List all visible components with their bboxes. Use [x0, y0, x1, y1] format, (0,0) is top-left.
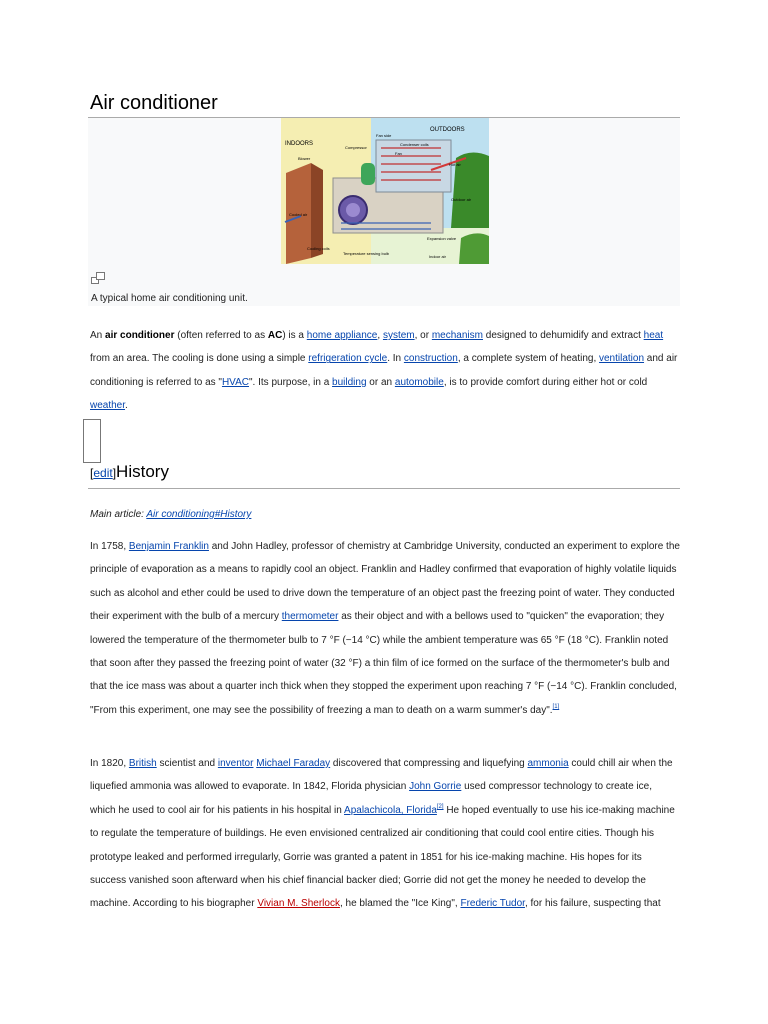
link-vivian-sherlock[interactable]: Vivian M. Sherlock [257, 898, 340, 910]
figure-label: Expansion valve [427, 236, 457, 241]
history-heading: [edit]History [90, 462, 169, 481]
link-building[interactable]: building [332, 376, 367, 388]
link-apalachicola[interactable]: Apalachicola, Florida [344, 804, 437, 816]
figure-label: Cooled air [289, 212, 308, 217]
link-main-article[interactable]: Air conditioning#History [146, 509, 252, 520]
link-ventilation[interactable]: ventilation [599, 353, 645, 365]
edit-link[interactable]: edit [93, 466, 113, 480]
figure-label: Fan [395, 151, 402, 156]
link-ammonia[interactable]: ammonia [527, 758, 569, 769]
link-british[interactable]: British [128, 758, 157, 769]
link-frederic-tudor[interactable]: Frederic Tudor [460, 898, 525, 910]
history-paragraph-2: In 1820, British scientist and inventor Michael Faraday discovered that compressing and liquefying ammonia could chill air when the liquefied ammonia was allowed to evaporate. In 1842, Florida physician John Gorrie used compressor technology to create ice, which he used to cool air for his patients in his hospital in Apalachicola, Florida[2] He hoped eventually to use his ice-making machine to regulate the temperature of buildings. He even envisioned centralized air conditioning that could cool entire cities. Though his prototype leaked and performed irregularly, Gorrie was granted a patent in 1851 for his ice-making machine. His hopes for its success vanished soon afterward when his chief financial backer died; Gorrie did not get the money he needed to develop the machine. According to his biographer Vivian M. Sherlock, he blamed the "Ice King", Frederic Tudor, for his failure, suspecting that [90, 758, 675, 910]
figure-label: Blower [298, 156, 311, 161]
figure-label: Hot air [449, 162, 461, 167]
link-home-appliance[interactable]: home appliance [306, 330, 378, 341]
history-divider [88, 488, 680, 489]
link-mechanism[interactable]: mechanism [431, 330, 483, 341]
link-hvac[interactable]: HVAC [221, 376, 249, 388]
air-conditioner-diagram[interactable] [281, 118, 489, 264]
link-heat[interactable]: heat [643, 330, 664, 341]
main-article-note: Main article: Air conditioning#History [90, 509, 252, 520]
figure-label: INDOORS [285, 141, 314, 147]
link-system[interactable]: system [382, 330, 415, 341]
reference-2[interactable]: [2] [436, 803, 444, 810]
link-benjamin-franklin[interactable]: Benjamin Franklin [128, 541, 209, 552]
link-automobile[interactable]: automobile [394, 376, 444, 388]
figure-label: Outdoor air [451, 197, 472, 202]
figure-box [88, 118, 680, 306]
figure-caption: A typical home air conditioning unit. [91, 293, 248, 304]
placeholder-box [83, 419, 101, 463]
link-michael-faraday[interactable]: Michael Faraday [256, 758, 331, 769]
reference-1[interactable]: [1] [552, 703, 560, 710]
enlarge-icon[interactable] [91, 272, 105, 284]
intro-paragraph: An air conditioner (often referred to as AC) is a home appliance, system, or mechanism designed to dehumidify and extract heat from an area. The cooling is done using a simple refrigeration cycle. In construction, a complete system of heating, ventilation and air conditioning is referred to as "HVAC". Its purpose, in a building or an automobile, is to provide comfort during either hot or cold weather. [90, 330, 678, 412]
figure-label: Compressor [345, 145, 367, 150]
figure-label: Cooling coils [307, 246, 330, 251]
figure-label: Indoor air [429, 254, 446, 259]
link-john-gorrie[interactable]: John Gorrie [409, 781, 462, 793]
link-thermometer[interactable]: thermometer [281, 611, 339, 623]
figure-label: Temperature sensing bulb [343, 251, 390, 256]
link-weather[interactable]: weather [90, 400, 126, 412]
link-inventor[interactable]: inventor [217, 758, 254, 769]
figure-label: Condenser coils [400, 142, 429, 147]
figure-label: OUTDOORS [430, 127, 465, 133]
link-construction[interactable]: construction [403, 353, 458, 365]
link-refrigeration-cycle[interactable]: refrigeration cycle [308, 353, 388, 365]
page-title: Air conditioner [90, 92, 218, 114]
history-paragraph-1: In 1758, Benjamin Franklin and John Hadley, professor of chemistry at Cambridge University, conducted an experiment to explore the principle of evaporation as a means to rapidly cool an object. Franklin and Hadley confirmed that evaporation of highly volatile liquids such as alcohol and ether could be used to drive down the temperature of an object past the freezing point of water. They conducted their experiment with the bulb of a mercury thermometer as their object and with a bellows used to "quicken" the evaporation; they lowered the temperature of the thermometer bulb to 7 °F (−14 °C) while the ambient temperature was 65 °F (18 °C). Franklin noted that soon after they passed the freezing point of water (32 °F) a thin film of ice formed on the surface of the thermometer's bulb and that the ice mass was about a quarter inch thick when they stopped the experiment upon reaching 7 °F (−14 °C). Franklin concluded, "From this experiment, one may see the possibility of freezing a man to death on a warm summer's day".[1] [90, 541, 680, 716]
figure-label: Fan side [376, 133, 392, 138]
